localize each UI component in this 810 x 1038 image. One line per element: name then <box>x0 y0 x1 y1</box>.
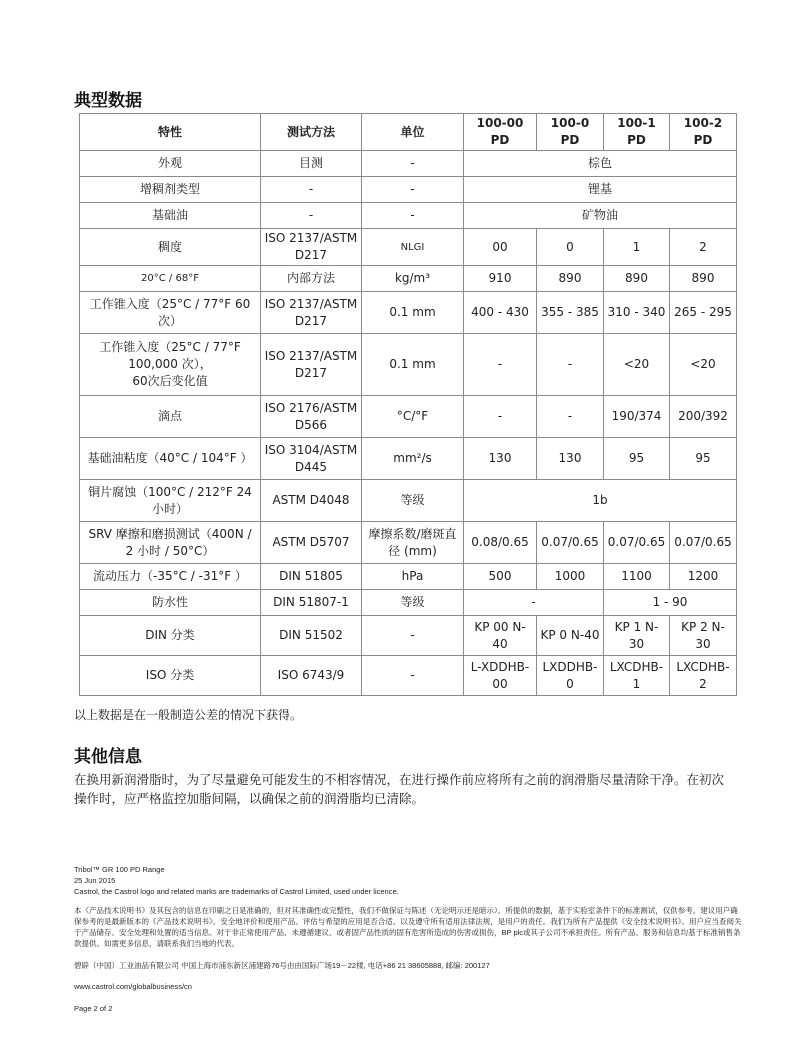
cell-test-method: ISO 2137/ASTM D217 <box>261 292 362 334</box>
header-grade-100-0: 100-0 PD <box>537 114 604 151</box>
cell-unit: - <box>362 656 464 696</box>
cell-value: L-XDDHB- 00 <box>464 656 537 696</box>
cell-property: 外观 <box>80 151 261 177</box>
table-row <box>80 480 737 522</box>
header-grade-100-2: 100-2 PD <box>670 114 737 151</box>
footer-company-address: 碧辟（中国）工业油品有限公司 中国上海市浦东新区浦建路76号由由国际广场19－22楼, 电话+86 21 38605888, 邮编: 200127 <box>74 961 490 970</box>
data-note: 以上数据是在一般制造公差的情况下获得。 <box>74 708 303 722</box>
cell-unit: NLGI <box>362 229 464 266</box>
table-row <box>80 266 737 292</box>
table-header-row <box>80 114 737 151</box>
header-property: 特性 <box>80 114 261 151</box>
cell-value: 400 - 430 <box>464 292 537 334</box>
footer-product-name: Tribol™ GR 100 PD Range <box>74 865 165 874</box>
cell-unit: 摩擦系数/磨斑直 径 (mm) <box>362 522 464 564</box>
cell-test-method: - <box>261 203 362 229</box>
table-row <box>80 292 737 334</box>
cell-value: 910 <box>464 266 537 292</box>
table-row <box>80 438 737 480</box>
cell-value: KP 0 N-40 <box>537 616 604 656</box>
cell-value: LXDDHB- 0 <box>537 656 604 696</box>
cell-test-method: 目测 <box>261 151 362 177</box>
cell-unit: °C/°F <box>362 396 464 438</box>
cell-value-grades-1-2: 1 - 90 <box>604 590 737 616</box>
cell-unit: 0.1 mm <box>362 334 464 396</box>
cell-value: 0.07/0.65 <box>670 522 737 564</box>
cell-test-method: ISO 3104/ASTM D445 <box>261 438 362 480</box>
cell-value: 1 <box>604 229 670 266</box>
cell-property: 工作锥入度（25°C / 77°F 100,000 次）， 60次后变化值 <box>80 334 261 396</box>
cell-value: 890 <box>670 266 737 292</box>
cell-value: - <box>537 334 604 396</box>
cell-value: KP 2 N- 30 <box>670 616 737 656</box>
cell-property: 20°C / 68°F <box>80 266 261 292</box>
table-row <box>80 590 737 616</box>
cell-value: KP 00 N- 40 <box>464 616 537 656</box>
cell-test-method: ISO 2137/ASTM D217 <box>261 229 362 266</box>
cell-value-all-grades: 矿物油 <box>464 203 737 229</box>
cell-value: 95 <box>670 438 737 480</box>
cell-unit: kg/m³ <box>362 266 464 292</box>
cell-value: 0.07/0.65 <box>604 522 670 564</box>
table-row <box>80 564 737 590</box>
cell-property: DIN 分类 <box>80 616 261 656</box>
cell-property: 工作锥入度（25°C / 77°F 60 次） <box>80 292 261 334</box>
footer-disclaimer: 本《产品技术说明书》及其包含的信息在印刷之日是准确的，但对其准确性或完整性，我们不做保证与陈述（无论明示还是暗示）。所提供的数据，基于实验室条件下的标准测试，仅供参考。建议用户确保参考的是最新版本的《产品技术说明书》。安全地评价和使用产品、评估与希望的应用是否合适、以及遵守所有适用法律法规，是用户的责任。我们为所有产品提供《安全技术说明书》。用户应当查阅关于产品储存、安全处理和处置的适当信息。对于非正常使用产品、未遵循建议、或者固产品性质的固有危害所造成的伤害或损伤，BP plc或其子公司不承担责任。所有产品、服务和信息均基于标准销售条款提供。如需更多信息，请联系我们当地的代表。 <box>74 906 742 948</box>
cell-value: 95 <box>604 438 670 480</box>
cell-unit: hPa <box>362 564 464 590</box>
cell-value: 2 <box>670 229 737 266</box>
cell-unit: 等级 <box>362 590 464 616</box>
cell-value: 0.07/0.65 <box>537 522 604 564</box>
table-row <box>80 177 737 203</box>
cell-value: KP 1 N- 30 <box>604 616 670 656</box>
cell-unit: 0.1 mm <box>362 292 464 334</box>
cell-value: 0 <box>537 229 604 266</box>
table-row <box>80 396 737 438</box>
cell-test-method: ISO 2176/ASTM D566 <box>261 396 362 438</box>
cell-value: 200/392 <box>670 396 737 438</box>
header-test-method: 测试方法 <box>261 114 362 151</box>
cell-value: 890 <box>537 266 604 292</box>
header-grade-100-1: 100-1 PD <box>604 114 670 151</box>
cell-value: 190/374 <box>604 396 670 438</box>
cell-unit: - <box>362 177 464 203</box>
cell-property: 增稠剂类型 <box>80 177 261 203</box>
cell-value: - <box>464 396 537 438</box>
cell-value-all-grades: 棕色 <box>464 151 737 177</box>
cell-property: 滴点 <box>80 396 261 438</box>
footer-page-number: Page 2 of 2 <box>74 1004 113 1013</box>
cell-test-method: 内部方法 <box>261 266 362 292</box>
table-row <box>80 656 737 696</box>
cell-value-all-grades: 锂基 <box>464 177 737 203</box>
table-row <box>80 522 737 564</box>
cell-value: 500 <box>464 564 537 590</box>
cell-test-method: ASTM D5707 <box>261 522 362 564</box>
footer-date: 25 Jun 2015 <box>74 876 116 885</box>
cell-unit: - <box>362 616 464 656</box>
cell-value: <20 <box>604 334 670 396</box>
cell-test-method: DIN 51807-1 <box>261 590 362 616</box>
cell-value-grades-00-0: - <box>464 590 604 616</box>
other-info-paragraph: 在换用新润滑脂时，为了尽量避免可能发生的不相容情况，在进行操作前应将所有之前的润滑脂尽量清除干净。在初次操作时，应严格监控加脂间隔，以确保之前的润滑脂均已清除。 <box>74 772 725 806</box>
cell-test-method: - <box>261 177 362 203</box>
table-row <box>80 334 737 396</box>
header-grade-100-00: 100-00 PD <box>464 114 537 151</box>
cell-test-method: ISO 2137/ASTM D217 <box>261 334 362 396</box>
cell-value: 265 - 295 <box>670 292 737 334</box>
cell-property: ISO 分类 <box>80 656 261 696</box>
cell-test-method: ASTM D4048 <box>261 480 362 522</box>
cell-value-all-grades: 1b <box>464 480 737 522</box>
cell-value: 890 <box>604 266 670 292</box>
cell-unit: - <box>362 151 464 177</box>
cell-unit: 等级 <box>362 480 464 522</box>
typical-data-table <box>79 113 737 696</box>
cell-property: 基础油 <box>80 203 261 229</box>
cell-test-method: DIN 51805 <box>261 564 362 590</box>
cell-value: 00 <box>464 229 537 266</box>
cell-value: 1100 <box>604 564 670 590</box>
table-row <box>80 616 737 656</box>
footer-trademark: Castrol, the Castrol logo and related marks are trademarks of Castrol Limited, used under licence. <box>74 887 399 896</box>
cell-value: 1200 <box>670 564 737 590</box>
section-heading-typical-data: 典型数据 <box>74 91 142 111</box>
cell-value: 1000 <box>537 564 604 590</box>
cell-value: 310 - 340 <box>604 292 670 334</box>
section-heading-other-info: 其他信息 <box>74 747 142 767</box>
cell-property: 基础油粘度（40°C / 104°F ） <box>80 438 261 480</box>
table-row <box>80 203 737 229</box>
cell-test-method: DIN 51502 <box>261 616 362 656</box>
cell-property: 防水性 <box>80 590 261 616</box>
cell-value: 130 <box>464 438 537 480</box>
cell-value: - <box>464 334 537 396</box>
table-row <box>80 229 737 266</box>
header-unit: 单位 <box>362 114 464 151</box>
cell-unit: - <box>362 203 464 229</box>
cell-test-method: ISO 6743/9 <box>261 656 362 696</box>
cell-value: 0.08/0.65 <box>464 522 537 564</box>
cell-value: - <box>537 396 604 438</box>
cell-value: <20 <box>670 334 737 396</box>
cell-property: 铜片腐蚀（100°C / 212°F 24 小时） <box>80 480 261 522</box>
cell-value: LXCDHB- 1 <box>604 656 670 696</box>
cell-property: SRV 摩擦和磨损测试（400N / 2 小时 / 50°C） <box>80 522 261 564</box>
table-row <box>80 151 737 177</box>
cell-property: 稠度 <box>80 229 261 266</box>
cell-value: LXCDHB- 2 <box>670 656 737 696</box>
cell-property: 流动压力（-35°C / -31°F ） <box>80 564 261 590</box>
cell-value: 355 - 385 <box>537 292 604 334</box>
cell-unit: mm²/s <box>362 438 464 480</box>
cell-value: 130 <box>537 438 604 480</box>
footer-website-link[interactable]: www.castrol.com/globalbusiness/cn <box>74 982 192 991</box>
